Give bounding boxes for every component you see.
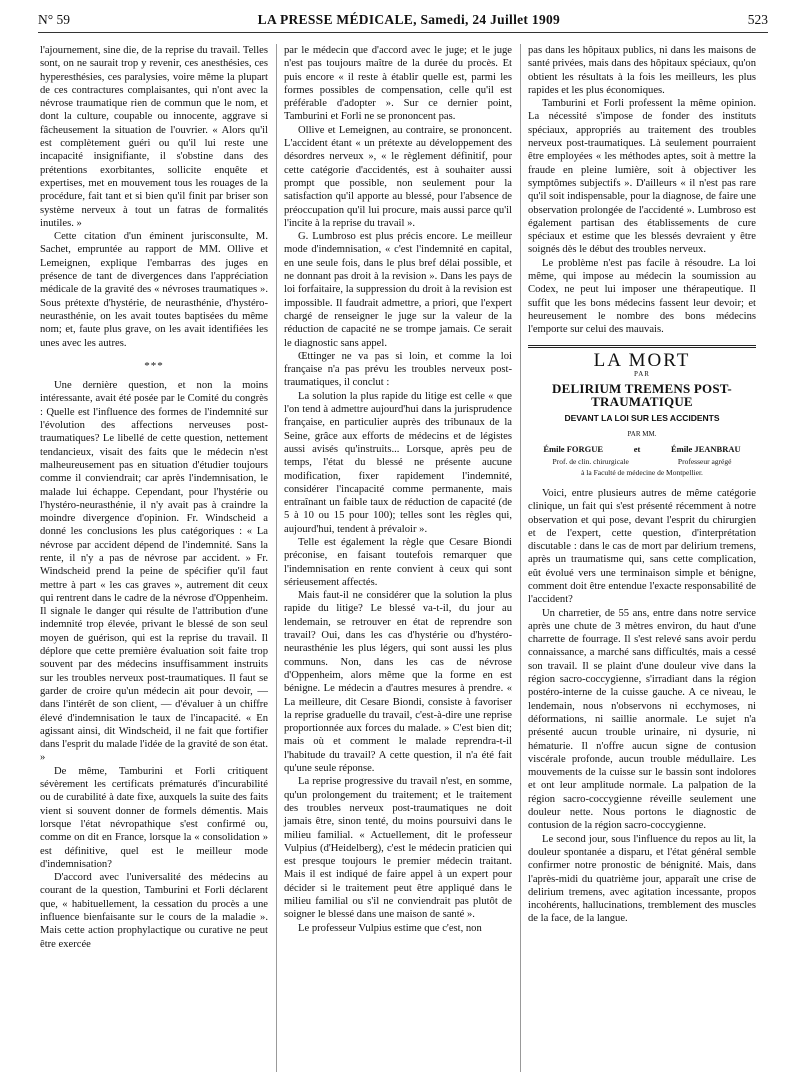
page-number: 523: [747, 12, 768, 27]
paragraph: Cette citation d'un éminent jurisconsulte, M. Sachet, empruntée au rapport de MM. Ollive et Lemeignen, explique l'embarras des juges en présence de tant de divergences dans l'appréciation médicale de la gravité des « névroses traumatiques ». Sous prétexte d'hystérie, de neurasthénie, d'hystéro-neurasthénie, on les avait toutes baptisées du même nom; et, faute plus grave, on les avait identifiées les unes avec les autres.: [40, 231, 268, 349]
article-by: PAR MM.: [627, 430, 657, 439]
article-separator: [528, 345, 756, 348]
paragraph: Telle est également la règle que Cesare Biondi préconise, en faisant toutefois remarquer que l'indemnisation en rente convient à ceux qui sont sérieusement affectés.: [284, 536, 512, 588]
page-header: [38, 8, 768, 33]
article-par: PAR: [634, 369, 650, 378]
affiliation-3: à la Faculté de médecine de Montpellier.: [581, 467, 703, 477]
paragraph: Le professeur Vulpius estime que c'est, non: [298, 922, 482, 934]
paragraph: La reprise progressive du travail n'est, en somme, qu'un prolongement du traitement; et le traitement des troubles nerveux post-traumatiques ne doit jamais être, sinon tenté, du moins poursuivi dans le milieu familial. « Actuellement, dit le professeur Vulpius (d'Heidelberg), c'est le médecin praticien qui est presque toujours le premier médecin traitant. Mais il est indiqué de faire appel à un expert pour décider si le traitement peut être appliqué dans le milieu familial ou s'il ne conviendrait pas plutôt de soigner le blessé dans une maison de santé ».: [284, 776, 512, 921]
affiliation-2: Professeur agrégé: [677, 456, 732, 466]
paragraph: La solution la plus rapide du litige est celle « que l'on tend à admettre aujourd'hui dans la jurisprudence française, en particulier auprès des tribunaux de la Seine, grâce aux efforts de médecins et de légistes aussi avisés qu'instruits... Lorsque, après peu de temps, l'état du blessé ne présente aucune modification, fixer rapidement l'indemnité, considérer l'incapacité comme permanente, mais entraînant un faible taux de réduction de capacité (de 5 à 10 ou 15 pour 100); telles sont les règles qui, aujourd'hui, tendent à prévaloir ».: [284, 390, 512, 535]
paragraph: Ollive et Lemeignen, au contraire, se prononcent. L'accident étant « un prétexte au développement des désordres nerveux », « le règlement définitif, pour cette catégorie d'accidentés, est à souhaiter aussi prompt que possible, non seulement pour la satisfaction qu'il apporte au blessé, pour l'absence de préoccupation qu'il lui procure, mais aussi parce qu'il l'incite à la reprise du travail ».: [284, 124, 512, 229]
paragraph: D'accord avec l'universalité des médecins au courant de la question, Tamburini et Forli déclarent que, « habituellement, la cessation du procès a une influence bienfaisante sur le cours de la maladie ». Mais cette action prophylactique ou curative ne peut être exercée: [40, 872, 268, 950]
paragraph: De même, Tamburini et Forli critiquent sévèrement les certificats prématurés d'incurabilité ou de curabilité à date fixe, auxquels la suite des faits vient si souvent donner de formels démentis. Mais lorsque l'état névropathique s'est confirmé ou, comme on dit en France, lorsque la « consolidation » est définitive, quel est le meilleur mode d'indemnisation?: [40, 765, 268, 870]
paragraph: Le second jour, sous l'influence du repos au lit, la douleur spontanée a disparu, et l'état général semble confirmer notre pronostic de bénignité. Mais, dans l'après-midi du quatrième jour, apparaît une crise de delirium tremens, avec agitation incessante, propos incohérents, hallucinations, tremblement des muscles de la face, de la langue.: [528, 833, 756, 925]
column-3: [528, 44, 756, 926]
affiliation-1: Prof. de clin. chirurgicale: [552, 456, 629, 466]
paragraph: pas dans les hôpitaux publics, ni dans les maisons de santé privées, mais dans des hôpitaux spéciaux, qu'on obtient les résultats à la fois les meilleurs, les plus rapides et les plus économiques.: [528, 45, 756, 96]
affiliations: [528, 457, 756, 466]
paragraph: Mais faut-il ne considérer que la solution la plus rapide du litige? Le blessé va-t-il, du jour au lendemain, se retrouver en état de reprendre son travail? Oui, dans les cas d'hystérie ou d'hystéro-neurasthénie les plus légers, qui sont aussi les plus communs. Non, dans les cas de névrose d'Oppenheim, alors même que la forme en est bénigne. Le médecin a d'autres mesures à prendre. « La meilleure, dit Cesare Biondi, consiste à favoriser la reprise graduelle du travail, c'est-à-dire une reprise proportionnée aux forces du malade. » C'est bien dit; mais où et comment le malade reprendra-t-il l'habitude du travail? A cette question, il n'a été fait qu'une seule réponse.: [284, 590, 512, 775]
section-separator: ***: [144, 359, 164, 372]
paragraph: Le problème n'est pas facile à résoudre. La loi même, qui impose au médecin la soumission au Codex, ne peut lui imposer une thérapeutique. Il suffit que les bons médecins fassent leur devoir; et heureusement le nombre des bons médecins l'emporte sur celui des mauvais.: [528, 257, 756, 336]
paragraph: Un charretier, de 55 ans, entre dans notre service après une chute de 3 mètres environ, du haut d'une charrette de fourrage. Il s'est relevé sans avoir perdu connaissance, a marché sans difficultés, mais a cessé son travail. Il se plaint d'une douleur vive dans la région sacro-coccygienne, s'irradiant dans la région postéro-interne de la cuisse gauche. A ce niveau, le lendemain, nous n'observons ni ecchymoses, ni déformations, ni saillie anormale. Le sujet n'a présenté aucun trouble urinaire, ni dysurie, ni hématurie. Il n'offre aucun signe de contusion viscérale profonde, aucun trouble médullaire. Les mouvements de la cuisse sur le bassin sont indolores et ont leur amplitude normale. La palpation de la région sacro-coccygienne réveille seulement une douleur nette. Nous portons le diagnostic de contusion de la région sacro-coccygienne.: [528, 607, 756, 832]
authors: [528, 443, 756, 456]
column-divider-2: [520, 44, 521, 1072]
paragraph: Voici, entre plusieurs autres de même catégorie clinique, un fait qui s'est présenté récemment à notre observation et qui pose, devant l'esprit du chirurgien et de l'expert, cette question, d'interprétation discutable : dans le cas de mort par delirium tremens, après un traumatisme qui, sans cette complication, eût évolué vers une terminaison simple et bénigne, comment doit être entendue l'exacte responsabilité de l'accident?: [528, 487, 756, 606]
column-divider-1: [276, 44, 277, 1072]
column-2: [284, 44, 512, 935]
paragraph: par le médecin que d'accord avec le juge; et le juge n'est pas toujours maître de la durée du procès. Et puis encore « il reste à établir quelle est, parmi les formes possibles de compensation, celle qu'il est préférable d'adopter ». Sur ce dernier point, Tamburini et Forli ne se prononcent pas.: [284, 45, 512, 123]
author-conjunction: et: [633, 444, 641, 455]
paragraph: l'ajournement, sine die, de la reprise du travail. Telles sont, on ne saurait trop y revenir, ces anesthésies, ces hyperesthésies, ces paralysies, voire même la plupart de ces contractures complaisantes, qui n'ont avec la névrose traumatique rien de commun que le nom, et dont la culture, coupable ou innocente, aggrave si fâcheusement la situation de l'ouvrier. « Alors qu'il est complètement guéri ou qu'il lui reste une incapacité insignifiante, il s'obstine dans des prétentions exorbitantes, sollicite enquête et expertises, met en mouvement tous les rouages de la procédure, fait tant et si bien qu'il finit par briser son système nerveux à tout un fatras de formalités inutiles. »: [40, 45, 268, 229]
paragraph: Une dernière question, et non la moins intéressante, avait été posée par le Comité du congrès : Quelle est l'influence des formes de l'indemnité sur l'évolution des affections nerveuses post-traumatiques? Le libellé de cette question, nettement tendancieux, visait des faits que le médecin n'est malheureusement pas en situation d'étudier toujours comme il conviendrait; car après l'indemnisation, le malade lui échappe. Cependant, pour l'hystérie ou l'hystéro-neurasthénie, il n'y avait pas à craindre la moindre divergence d'opinion. Fr. Windscheid a donné les conclusions les plus catégoriques : « La névrose par accident dépend de l'indemnité. Sans la rente, il n'y a pas de névrose par accident. » Fr. Windscheid prend la peine de spécifier qu'il faut mettre à part « les cas graves », autrement dit ceux qui rentrent dans le cadre de la névrose d'Oppenheim. Il signale le danger qui résulte de l'attribution d'une indemnité trop élevée, privant le blessé de son seul moyen de guérison, qui est la reprise du travail. Il déplore que cette première évaluation soit faite trop souvent par des médecins insuffisamment instruits sur les troubles nerveux post-traumatiques. Il faut se garder de croire qu'un médecin ait pour devoir, — dans l'intérêt de son client, — d'évaluer à un chiffre élevé d'indemnisation le taux de l'incapacité. « En agissant ainsi, dit Windscheid, il ne fait que fortifier dans l'esprit du malade l'idée de la gravité de son état. »: [40, 380, 268, 764]
article-title: LA MORT: [593, 349, 691, 371]
author-1: Émile FORGUE: [543, 444, 604, 455]
paragraph: Œttinger ne va pas si loin, et comme la loi française n'a pas prévu les troubles nerveux post-traumatiques, il conclut :: [284, 350, 512, 389]
issue-number: N° 59: [38, 12, 71, 27]
column-1: [40, 44, 268, 951]
author-2: Émile JEANBRAU: [670, 444, 741, 455]
journal-title: LA PRESSE MÉDICALE, Samedi, 24 Juillet 1909: [257, 12, 561, 27]
article-subtitle: DELIRIUM TREMENS POST-TRAUMATIQUE: [552, 381, 732, 410]
paragraph: G. Lumbroso est plus précis encore. Le meilleur mode d'indemnisation, « c'est l'indemnité en capital, en une seule fois, dans le plus bref délai possible, et ne donnant pas droit à la revision ». Dans les pays de loi forfaitaire, la suppression du droit à la revision est impossible. Il faudrait admettre, a priori, que l'expert chargé de renseigner le juge sur la valeur de la réduction de capacité ne se trompe jamais. Ce serait le diagnostic sans appel.: [284, 231, 512, 349]
paragraph: Tamburini et Forli professent la même opinion. La nécessité s'impose de fonder des instituts spéciaux, appropriés au traitement des troubles nerveux post-traumatiques. Là seulement pourraient être employées « les méthodes aptes, soit à mettre la fraude en pleine lumière, soit à objectiver les symptômes subjectifs ». D'ailleurs « il n'est pas rare qu'il soit indispensable, pour la diagnose, de faire une observation prolongée de l'accidenté ». Lumbroso est également partisan des établissements de cure spéciaux et estime que les blessés devraient y être soignés dès le début des troubles nerveux.: [528, 98, 756, 256]
article-subtitle-2: DEVANT LA LOI SUR LES ACCIDENTS: [564, 412, 720, 423]
